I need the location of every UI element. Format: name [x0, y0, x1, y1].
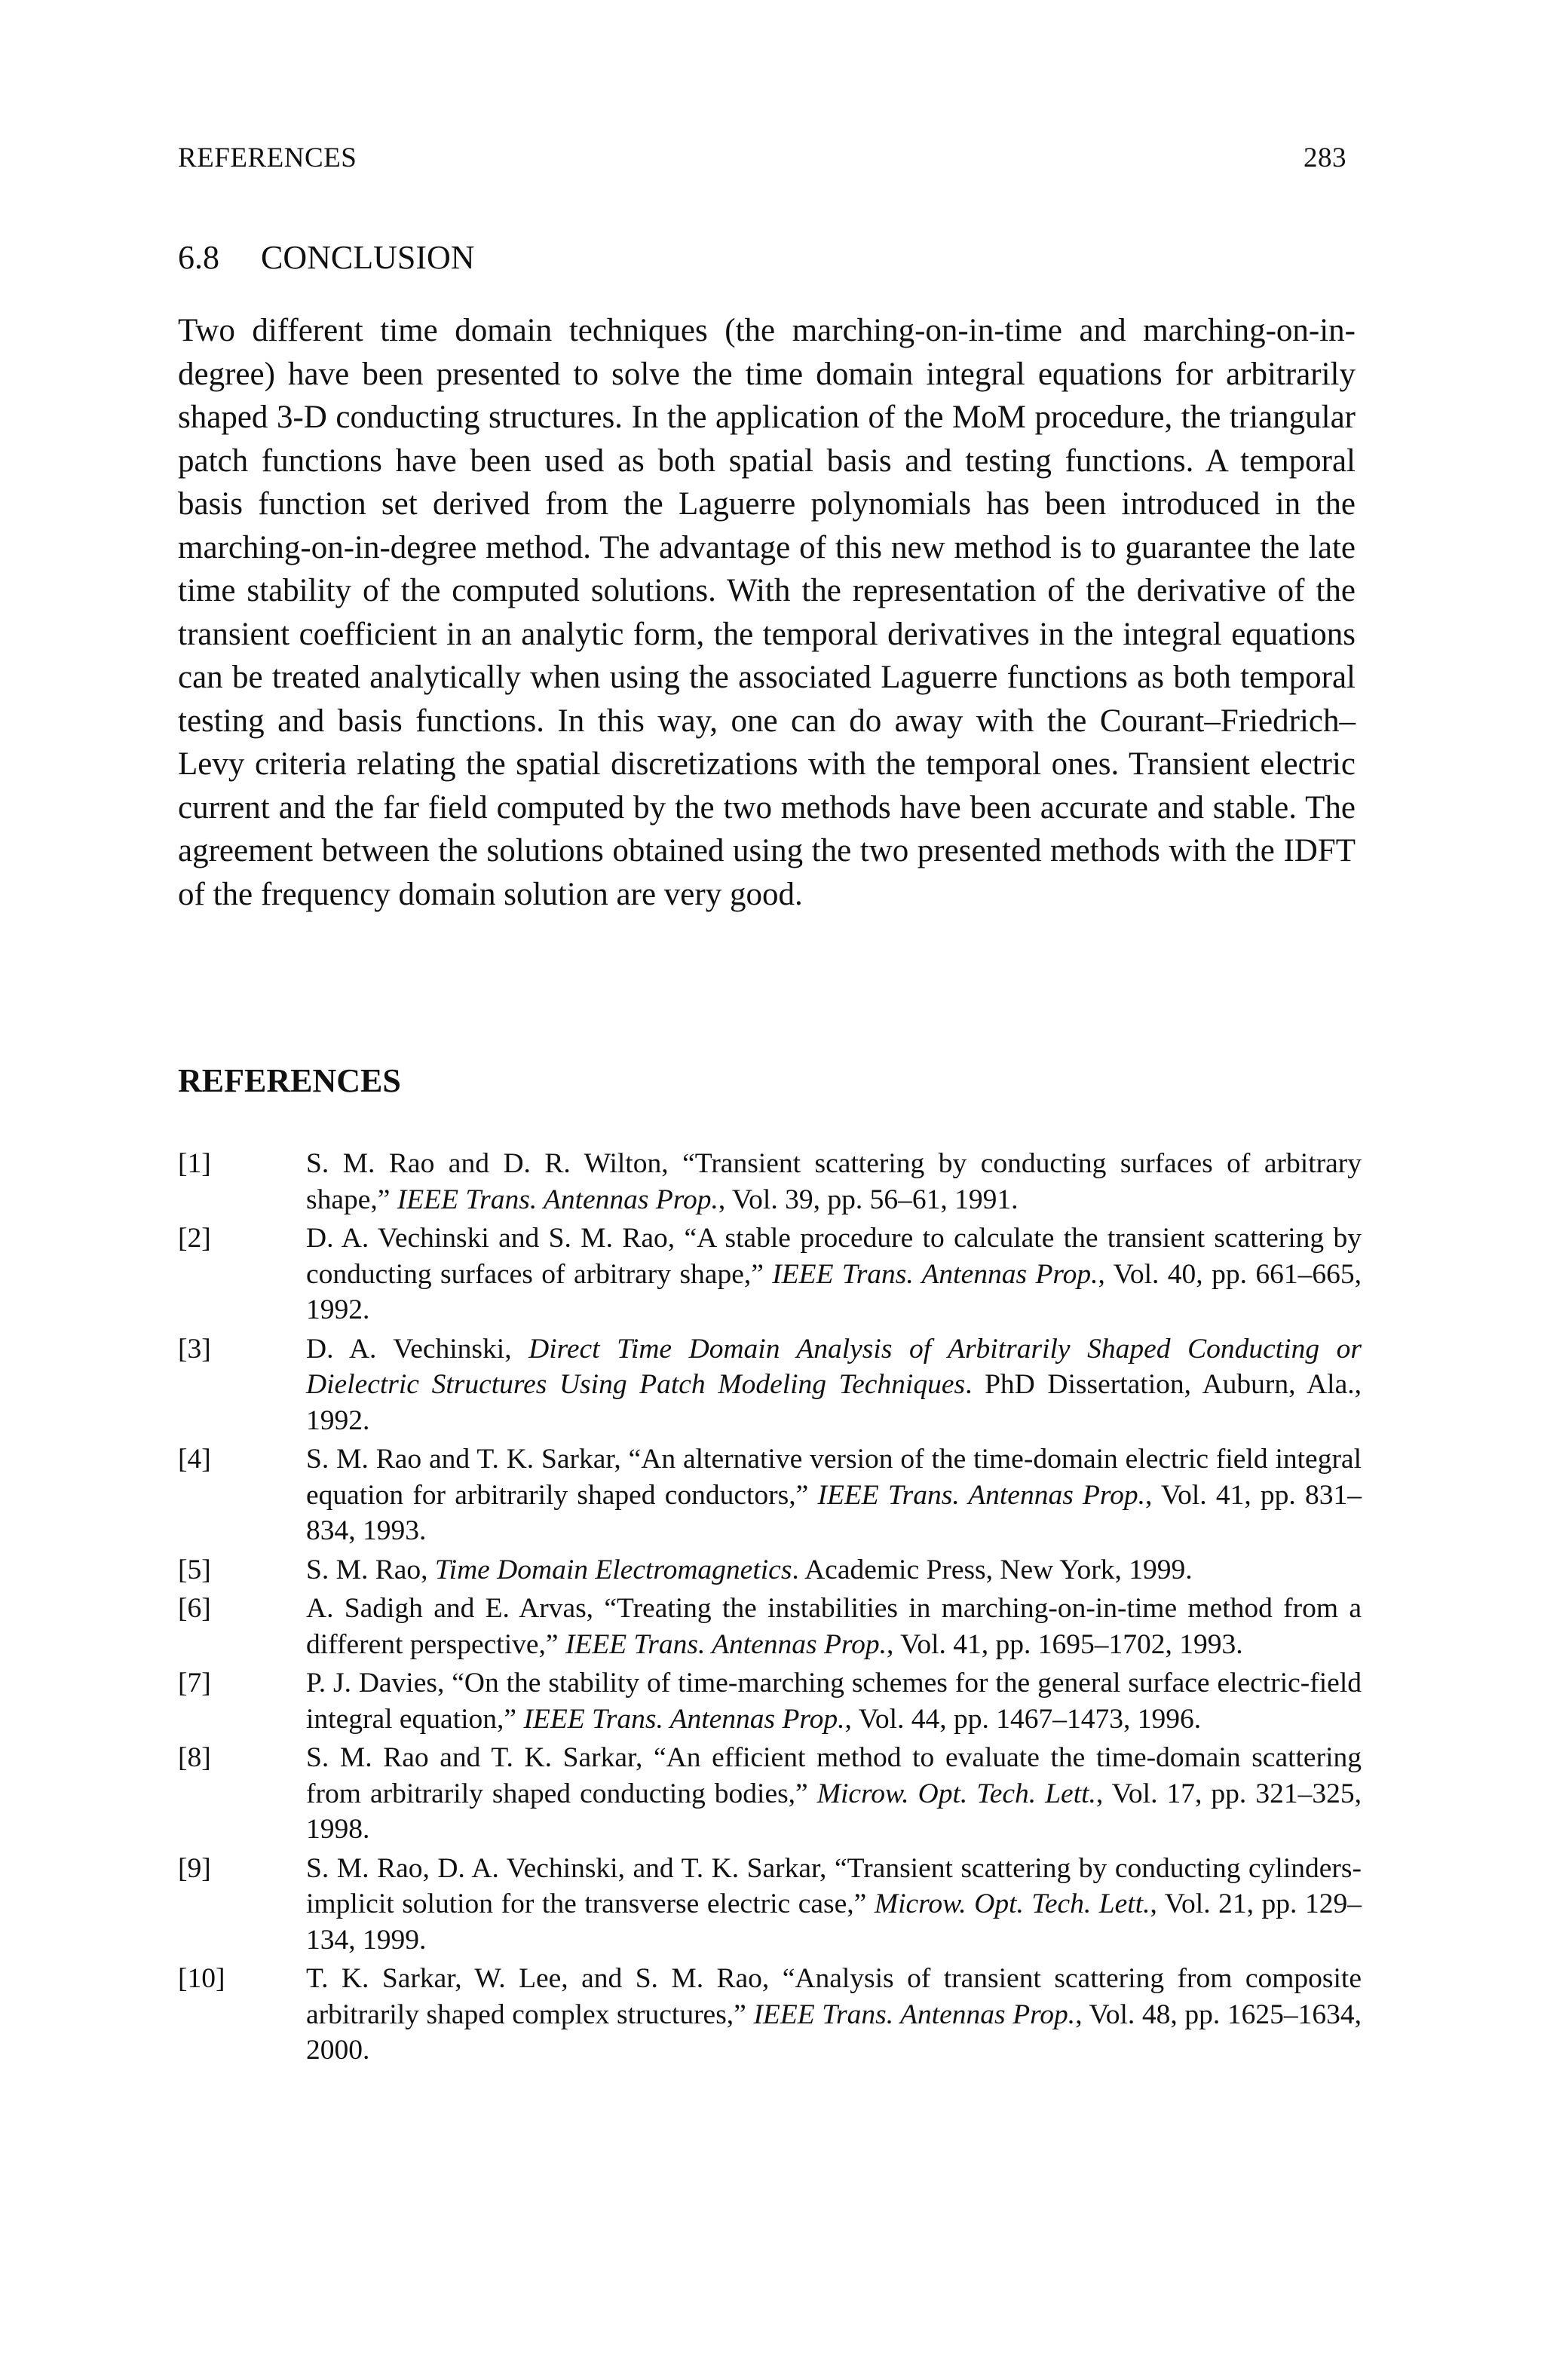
reference-item: [178, 1221, 1362, 1328]
reference-text: A. Sadigh and E. Arvas, “Treating the instabilities in marching-on-in-time method from a different perspective,” IEEE Trans. Antennas Prop., Vol. 41, pp. 1695–1702, 1993.: [306, 1593, 1362, 1660]
reference-journal: Microw. Opt. Tech. Lett.: [874, 1888, 1150, 1919]
reference-label: [1]: [178, 1148, 211, 1179]
page-number: 283: [1304, 142, 1346, 173]
reference-label: [7]: [178, 1668, 211, 1698]
reference-label: [2]: [178, 1223, 211, 1254]
reference-item: [178, 1961, 1362, 2069]
reference-item: [178, 1552, 1362, 1588]
reference-label: [4]: [178, 1444, 211, 1475]
reference-book-title: Direct Time Domain Analysis of Arbitrarily Shaped Conducting or Dielectric Structures Using Patch Modeling Techniques: [306, 1333, 1362, 1400]
reference-text: S. M. Rao and T. K. Sarkar, “An efficient method to evaluate the time-domain scattering from arbitrarily shaped conducting bodies,” Microw. Opt. Tech. Lett., Vol. 17, pp. 321–325, 1998.: [306, 1742, 1362, 1845]
page-header: [178, 142, 1346, 179]
reference-label: [5]: [178, 1554, 211, 1585]
reference-item: [178, 1665, 1362, 1737]
reference-text: S. M. Rao, D. A. Vechinski, and T. K. Sarkar, “Transient scattering by conducting cylinders-implicit solution for the transverse electric case,” Microw. Opt. Tech. Lett., Vol. 21, pp. 129–134, 1999.: [306, 1852, 1362, 1956]
reference-journal: IEEE Trans. Antennas Prop.: [753, 1999, 1076, 2030]
reference-label: [9]: [178, 1852, 211, 1884]
references-heading: REFERENCES: [178, 1062, 401, 1099]
reference-item: [178, 1591, 1362, 1662]
reference-label: [3]: [178, 1333, 211, 1365]
reference-item: [178, 1740, 1362, 1848]
section-heading: [178, 238, 475, 277]
reference-journal: IEEE Trans. Antennas Prop.: [817, 1479, 1145, 1511]
reference-journal: IEEE Trans. Antennas Prop.: [397, 1184, 718, 1215]
running-title: REFERENCES: [178, 142, 357, 173]
reference-text: S. M. Rao, Time Domain Electromagnetics. Academic Press, New York, 1999.: [306, 1554, 1193, 1585]
reference-text: D. A. Vechinski, Direct Time Domain Analysis of Arbitrarily Shaped Conducting or Dielectric Structures Using Patch Modeling Techniques. PhD Dissertation, Auburn, Ala., 1992.: [306, 1333, 1362, 1436]
reference-label: [10]: [178, 1963, 225, 1994]
reference-text: P. J. Davies, “On the stability of time-marching schemes for the general surface electric-field integral equation,” IEEE Trans. Antennas Prop., Vol. 44, pp. 1467–1473, 1996.: [306, 1668, 1362, 1735]
reference-book-title: Time Domain Electromagnetics: [434, 1554, 792, 1585]
section-title: CONCLUSION: [261, 239, 475, 276]
reference-journal: IEEE Trans. Antennas Prop.: [523, 1703, 845, 1735]
reference-journal: IEEE Trans. Antennas Prop.: [772, 1258, 1098, 1290]
reference-label: [8]: [178, 1742, 211, 1773]
conclusion-paragraph: Two different time domain techniques (the marching-on-in-time and marching-on-in-degree) have been presented to solve the time domain integral equations for arbitrarily shaped 3-D conducting structures. In the application of the MoM procedure, the triangular patch functions have been used as both spatial basis and testing functions. A temporal basis function set derived from the Laguerre polynomials has been introduced in the marching-on-in-degree method. The advantage of this new method is to guarantee the late time stability of the computed solutions. With the representation of the derivative of the transient coefficient in an analytic form, the temporal derivatives in the integral equations can be treated analytically when using the associated Laguerre functions as both temporal testing and basis functions. In this way, one can do away with the Courant–Friedrich–Levy criteria relating the spatial discretizations with the temporal ones. Transient electric current and the far field computed by the two methods have been accurate and stable. The agreement between the solutions obtained using the two presented methods with the IDFT of the frequency domain solution are very good.: [178, 313, 1356, 912]
reference-label: [6]: [178, 1593, 211, 1624]
reference-journal: IEEE Trans. Antennas Prop.: [565, 1628, 887, 1660]
reference-item: [178, 1851, 1362, 1959]
section-number: 6.8: [178, 239, 219, 276]
reference-item: [178, 1331, 1362, 1439]
reference-item: [178, 1146, 1362, 1218]
reference-list: [178, 1146, 1362, 2072]
reference-text: T. K. Sarkar, W. Lee, and S. M. Rao, “Analysis of transient scattering from composite arbitrarily shaped complex structures,” IEEE Trans. Antennas Prop., Vol. 48, pp. 1625–1634, 2000.: [306, 1963, 1362, 2066]
reference-text: S. M. Rao and T. K. Sarkar, “An alternative version of the time-domain electric field integral equation for arbitrarily shaped conductors,” IEEE Trans. Antennas Prop., Vol. 41, pp. 831–834, 1993.: [306, 1444, 1362, 1546]
reference-journal: Microw. Opt. Tech. Lett.: [816, 1778, 1096, 1809]
reference-text: S. M. Rao and D. R. Wilton, “Transient scattering by conducting surfaces of arbitrary shape,” IEEE Trans. Antennas Prop., Vol. 39, pp. 56–61, 1991.: [306, 1148, 1362, 1215]
reference-text: D. A. Vechinski and S. M. Rao, “A stable procedure to calculate the transient scattering by conducting surfaces of arbitrary shape,” IEEE Trans. Antennas Prop., Vol. 40, pp. 661–665, 1992.: [306, 1223, 1362, 1325]
reference-item: [178, 1441, 1362, 1549]
